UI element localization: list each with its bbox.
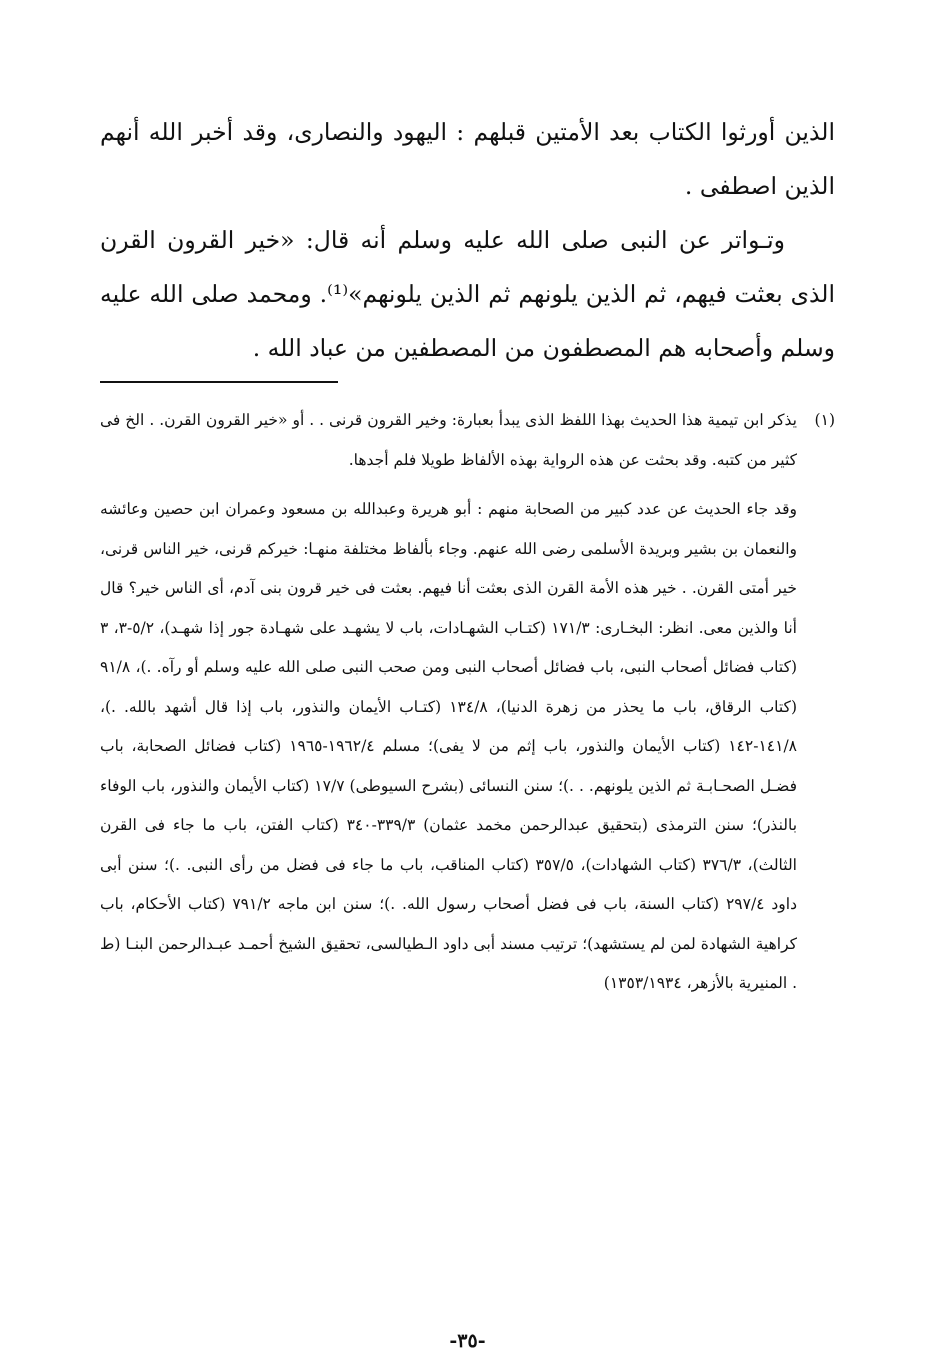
footnote-1 <box>100 401 835 480</box>
book-page <box>100 105 835 1352</box>
page-number: -٣٥- <box>449 1330 486 1352</box>
footnote-separator <box>100 381 338 383</box>
main-text <box>100 105 835 375</box>
footnote-marker: (١) <box>814 411 835 429</box>
body-paragraph-2: وتـواتر عن النبى صلى الله عليه وسلم أنه قال: «خير القرون القرن الذى بعثت فيهم، ثم الذين يلونهم ثم الذين يلونهم»⁽¹⁾. ومحمد صلى الله عليه وسلم وأصحابه هم المصطفون من المصطفين من عباد الله . <box>100 226 835 362</box>
footnotes <box>100 401 835 1004</box>
body-paragraph-1: الذين أورثوا الكتاب بعد الأمتين قبلهم : اليهود والنصارى، وقد أخبر الله أنهم الذين اصطفى . <box>100 118 835 200</box>
footnote-continuation: وقد جاء الحديث عن عدد كبير من الصحابة منهم : أبو هريرة وعبدالله بن مسعود وعمران ابن حصين وعائشه والنعمان بن بشير وبريدة الأسلمى رضى الله عنهم. وجاء بألفاظ مختلفة منهـا: خيركم قرنى، خير الناس قرنى، خير أمتى القرن. . خير هذه الأمة القرن الذى بعثت أنا فيهم. بعثت فى خير قرون بنى آدم، أى الناس خير؟ قال أنا والذين معى. انظر: البخـارى: ١٧١/٣ (كتـاب الشهـادات، باب لا يشهـد على شهـادة جور إذا شهـد)، ٥/٢-٣، ٣ (كتاب فضائل أصحاب النبى، باب فضائل أصحاب النبى ومن صحب النبى صلى الله عليه وسلم أو رآه. .)، ٩١/٨ (كتاب الرقاق، باب ما يحذر من زهرة الدنيا)، ١٣٤/٨ (كتـاب الأيمان والنذور، باب إذا قال أشهد بالله. .)، ١٤١/٨-١٤٢ (كتاب الأيمان والنذور، باب إثم من لا يفى)؛ مسلم ١٩٦٢/٤-١٩٦٥ (كتاب فضائل الصحابة، باب فضـل الصحـابـة ثم الذين يلونهم. . .)؛ سنن النسائى (بشرح السيوطى) ١٧/٧ (كتاب الأيمان والنذور، باب الوفاء بالنذر)؛ سنن الترمذى (بتحقيق عبدالرحمن مخمد عثمان) ٣٣٩/٣-٣٤٠ (كتاب الفتن، باب ما جاء فى القرن الثالث)، ٣٧٦/٣ (كتاب الشهادات)، ٣٥٧/٥ (كتاب المناقب، باب ما جاء فى فضل من رأى النبى. .)؛ سنن أبى داود ٢٩٧/٤ (كتاب السنة، باب فى فضل أصحاب رسول الله. .)؛ سنن ابن ماجه ٧٩١/٢ (كتاب الأحكام، باب كراهية الشهادة لمن لم يستشهد)؛ ترتيب مسند أبى داود الـطيالسى، تحقيق الشيخ أحمـد عبـدالرحمن البنـا (ط . المنيرية بالأزهر، ١٣٥٣/١٩٣٤) <box>100 500 798 992</box>
footnote-text: يذكر ابن تيمية هذا الحديث بهذا اللفظ الذى يبدأ بعبارة: وخير القرون قرنى . . أو «خير القرون القرن. . الخ فى كثير من كتبه. وقد بحثت عن هذه الرواية بهذه الألفاظ طويلا فلم أجدها. <box>100 411 797 469</box>
